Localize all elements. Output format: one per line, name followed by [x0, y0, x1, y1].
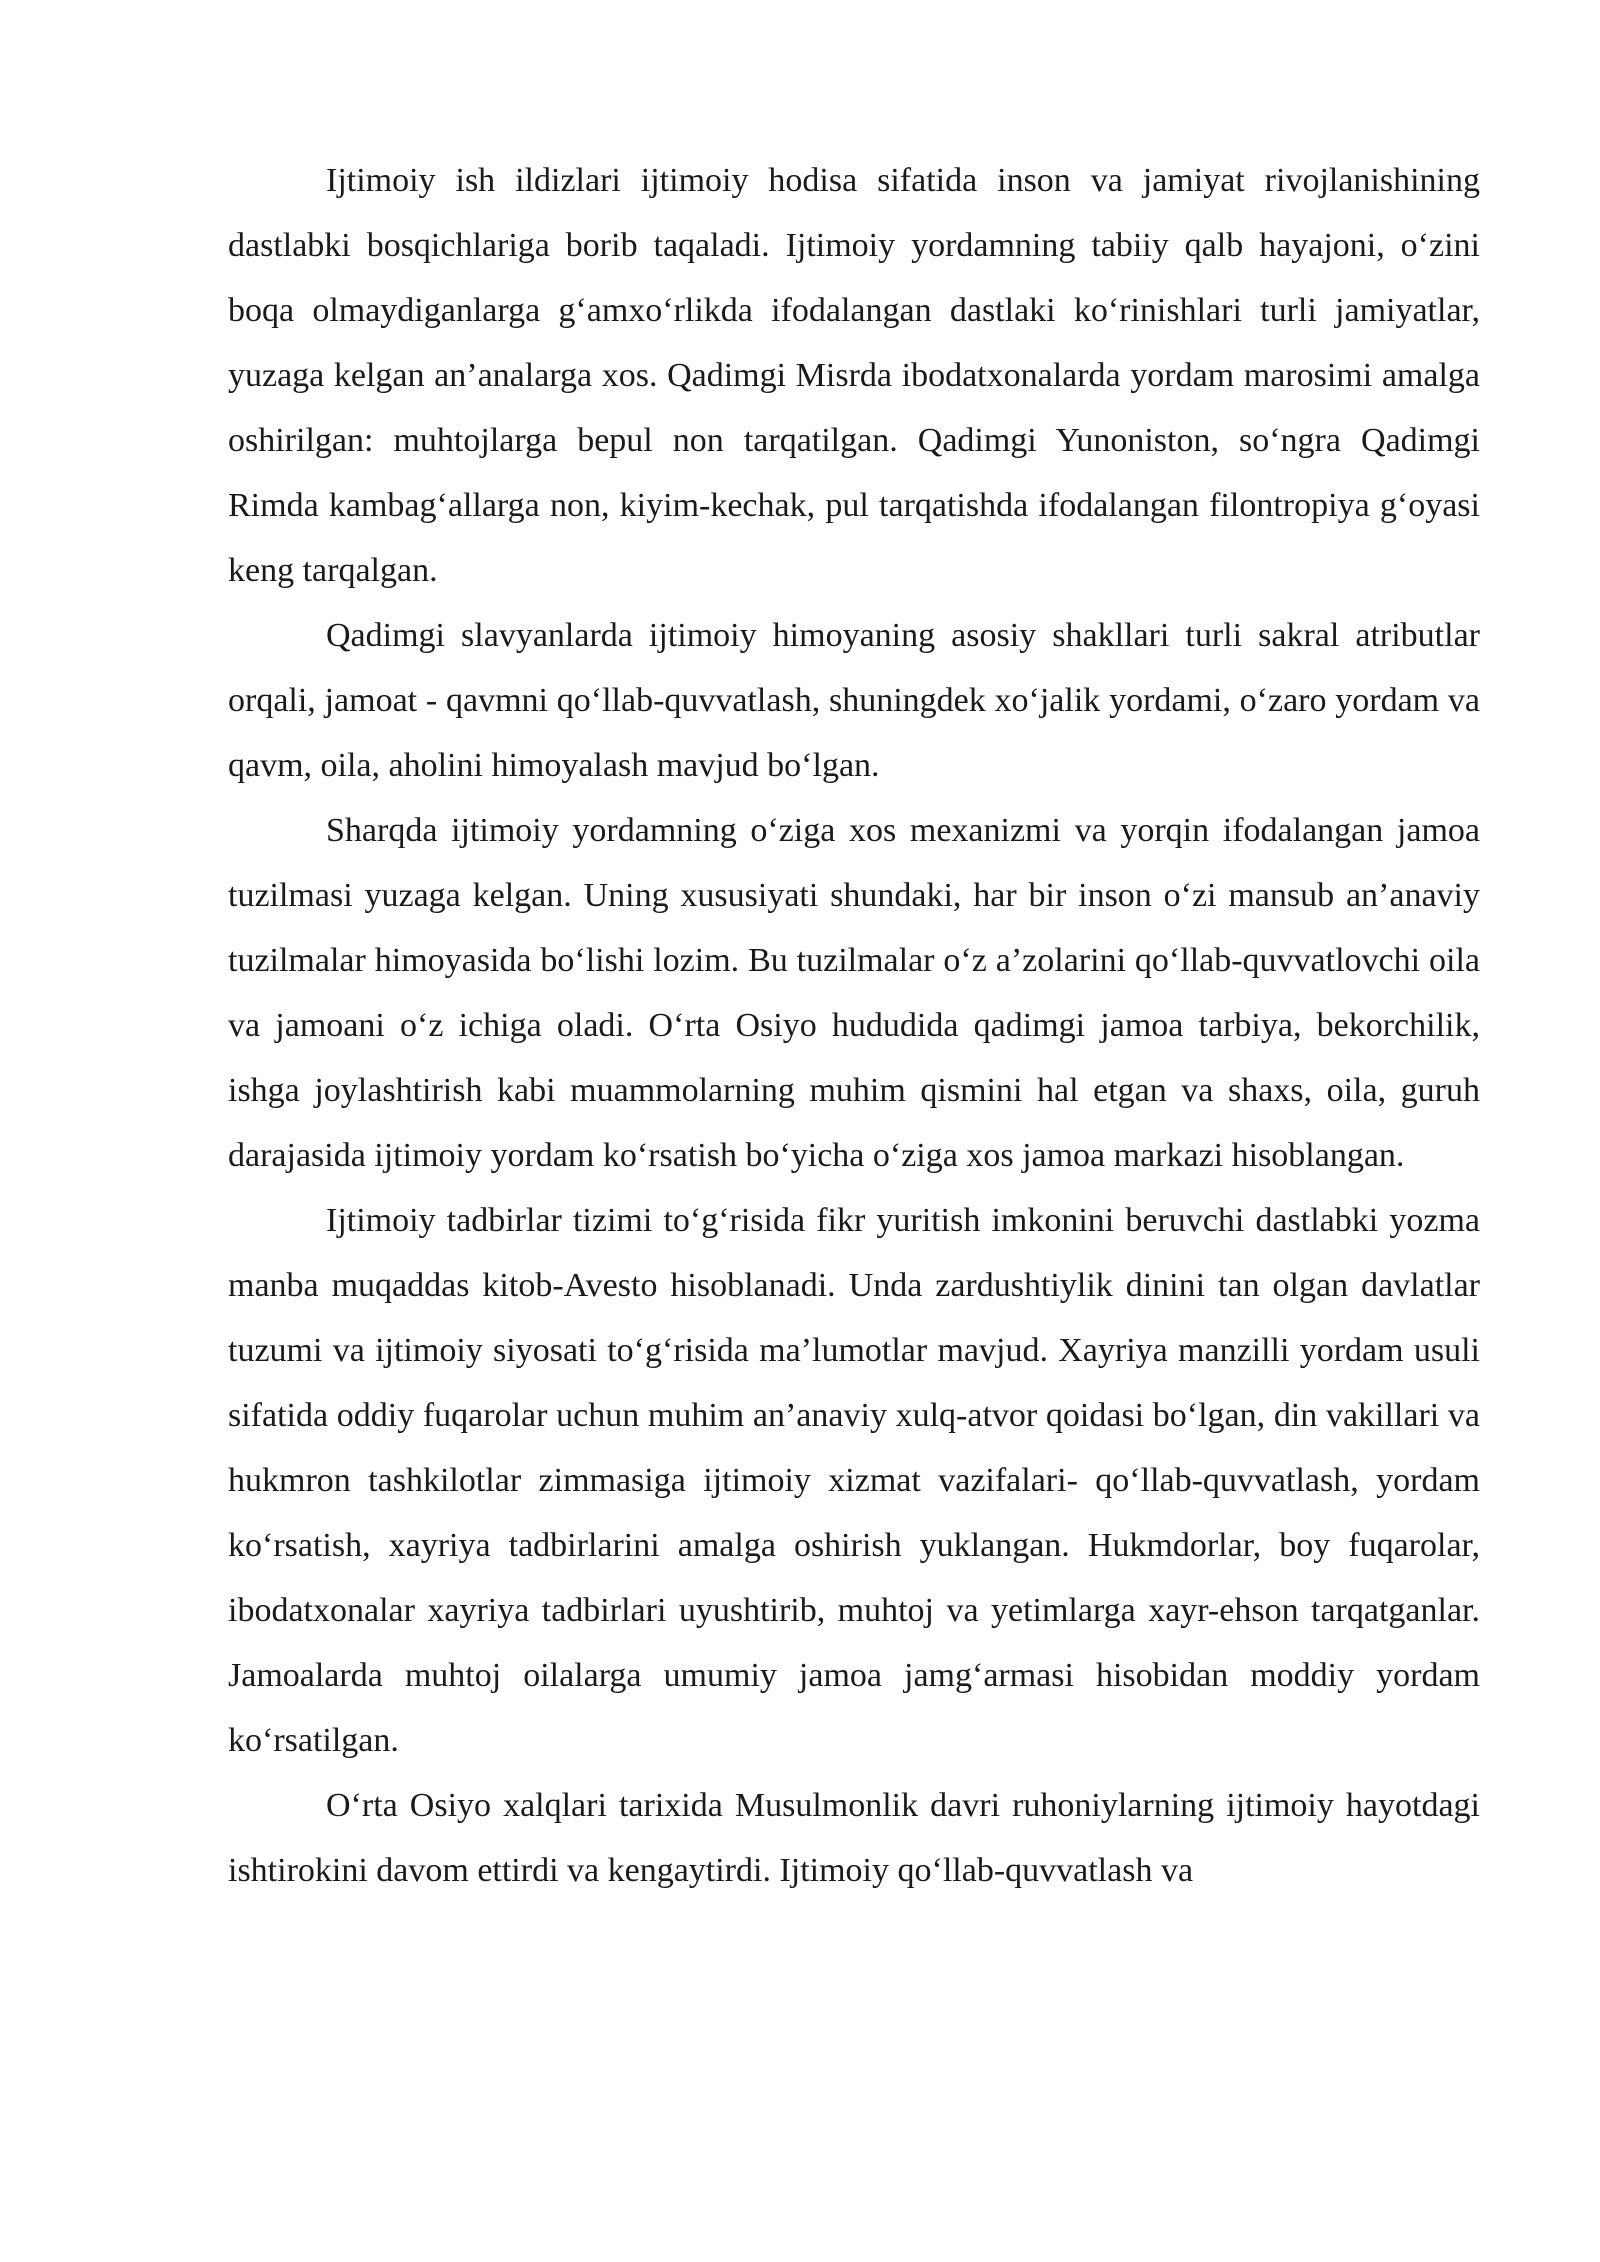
document-body	[228, 148, 1480, 1903]
paragraph-5: O‘rta Osiyo xalqlari tarixida Musulmonlik davri ruhoniylarning ijtimoiy hayotdagi ishtirokini davom ettirdi va kengaytirdi. Ijtimoiy qo‘llab-quvvatlash va	[228, 1787, 1480, 1889]
paragraph-3: Sharqda ijtimoiy yordamning o‘ziga xos mexanizmi va yorqin ifodalangan jamoa tuzilmasi yuzaga kelgan. Uning xususiyati shundaki, har bir inson o‘zi mansub an’anaviy tuzilmalar himoyasida bo‘lishi lozim. Bu tuzilmalar o‘z a’zolarini qo‘llab-quvvatlovchi oila va jamoani o‘z ichiga oladi. O‘rta Osiyo hududida qadimgi jamoa tarbiya, bekorchilik, ishga joylashtirish kabi muammolarning muhim qismini hal etgan va shaxs, oila, guruh darajasida ijtimoiy yordam ko‘rsatish bo‘yicha o‘ziga xos jamoa markazi hisoblangan.	[228, 812, 1480, 1174]
paragraph-4: Ijtimoiy tadbirlar tizimi to‘g‘risida fikr yuritish imkonini beruvchi dastlabki yozma manba muqaddas kitob-Avesto hisoblanadi. Unda zardushtiylik dinini tan olgan davlatlar tuzumi va ijtimoiy siyosati to‘g‘risida ma’lumotlar mavjud. Xayriya manzilli yordam usuli sifatida oddiy fuqarolar uchun muhim an’anaviy xulq-atvor qoidasi bo‘lgan, din vakillari va hukmron tashkilotlar zimmasiga ijtimoiy xizmat vazifalari- qo‘llab-quvvatlash, yordam ko‘rsatish, xayriya tadbirlarini amalga oshirish yuklangan. Hukmdorlar, boy fuqarolar, ibodatxonalar xayriya tadbirlari uyushtirib, muhtoj va yetimlarga xayr-ehson tarqatganlar. Jamoalarda muhtoj oilalarga umumiy jamoa jamg‘armasi hisobidan moddiy yordam ko‘rsatilgan.	[228, 1202, 1480, 1759]
paragraph-1: Ijtimoiy ish ildizlari ijtimoiy hodisa sifatida inson va jamiyat rivojlanishining dastlabki bosqichlariga borib taqaladi. Ijtimoiy yordamning tabiiy qalb hayajoni, o‘zini boqa olmaydiganlarga g‘amxo‘rlikda ifodalangan dastlaki ko‘rinishlari turli jamiyatlar, yuzaga kelgan an’analarga xos. Qadimgi Misrda ibodatxonalarda yordam marosimi amalga oshirilgan: muhtojlarga bepul non tarqatilgan. Qadimgi Yunoniston, so‘ngra Qadimgi Rimda kambag‘allarga non, kiyim-kechak, pul tarqatishda ifodalangan filontropiya g‘oyasi keng tarqalgan.	[228, 162, 1480, 589]
paragraph-2: Qadimgi slavyanlarda ijtimoiy himoyaning asosiy shakllari turli sakral atributlar orqali, jamoat - qavmni qo‘llab-quvvatlash, shuningdek xo‘jalik yordami, o‘zaro yordam va qavm, oila, aholini himoyalash mavjud bo‘lgan.	[228, 617, 1480, 784]
